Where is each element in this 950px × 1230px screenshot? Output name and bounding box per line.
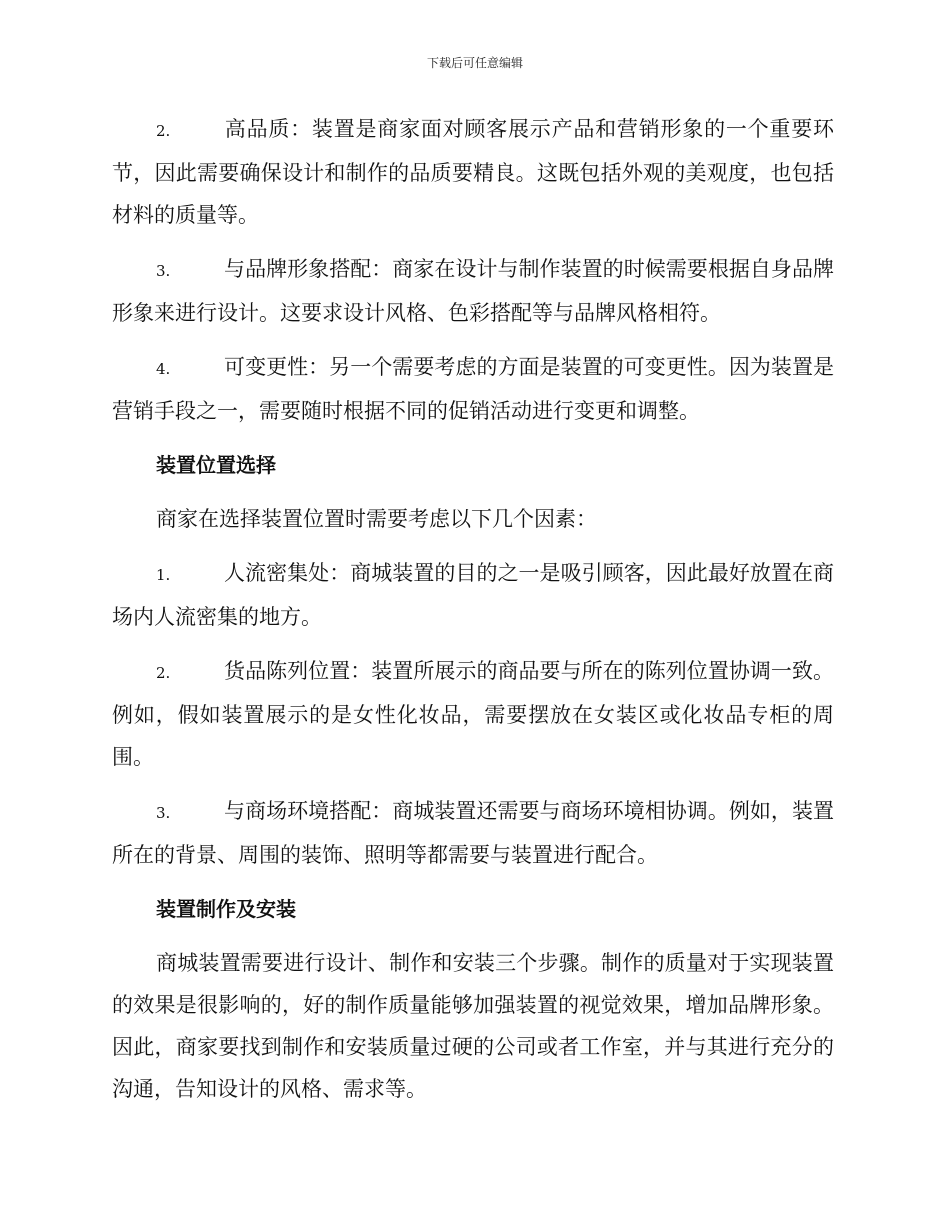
list-item <box>112 346 834 432</box>
list-text: 可变更性：另一个需要考虑的方面是装置的可变更性。因为装置是营销手段之一，需要随时根据不同的促销活动进行变更和调整。 <box>112 355 834 423</box>
list-number: 3. <box>156 804 171 822</box>
list-item <box>112 108 834 236</box>
list-number: 4. <box>156 360 171 378</box>
list-text: 与品牌形象搭配：商家在设计与制作装置的时候需要根据自身品牌形象来进行设计。这要求设计风格、色彩搭配等与品牌风格相符。 <box>112 257 834 325</box>
list-item <box>112 248 834 334</box>
list-number: 3. <box>156 262 171 280</box>
list-item <box>112 790 834 876</box>
list-number: 1. <box>156 566 171 584</box>
page-header: 下载后可任意编辑 <box>426 56 523 70</box>
document-body <box>112 108 834 1122</box>
list-item <box>112 650 834 778</box>
list-text: 高品质：装置是商家面对顾客展示产品和营销形象的一个重要环节，因此需要确保设计和制作的品质要精良。这既包括外观的美观度，也包括材料的质量等。 <box>112 117 834 227</box>
section-body: 商城装置需要进行设计、制作和安装三个步骤。制作的质量对于实现装置的效果是很影响的，好的制作质量能够加强装置的视觉效果，增加品牌形象。因此，商家要找到制作和安装质量过硬的公司或者工作室，并与其进行充分的沟通，告知设计的风格、需求等。 <box>112 951 834 1101</box>
list-item <box>112 552 834 638</box>
section-heading: 装置制作及安装 <box>156 897 296 921</box>
list-number: 2. <box>156 664 171 682</box>
list-number: 2. <box>156 122 171 140</box>
list-text: 人流密集处：商城装置的目的之一是吸引顾客，因此最好放置在商场内人流密集的地方。 <box>112 561 834 629</box>
list-text: 货品陈列位置：装置所展示的商品要与所在的陈列位置协调一致。例如，假如装置展示的是女性化妆品，需要摆放在女装区或化妆品专柜的周围。 <box>112 659 834 769</box>
list-text: 与商场环境搭配：商城装置还需要与商场环境相协调。例如，装置所在的背景、周围的装饰、照明等都需要与装置进行配合。 <box>112 799 834 867</box>
section-intro: 商家在选择装置位置时需要考虑以下几个因素： <box>156 507 597 531</box>
section-heading: 装置位置选择 <box>156 453 276 477</box>
